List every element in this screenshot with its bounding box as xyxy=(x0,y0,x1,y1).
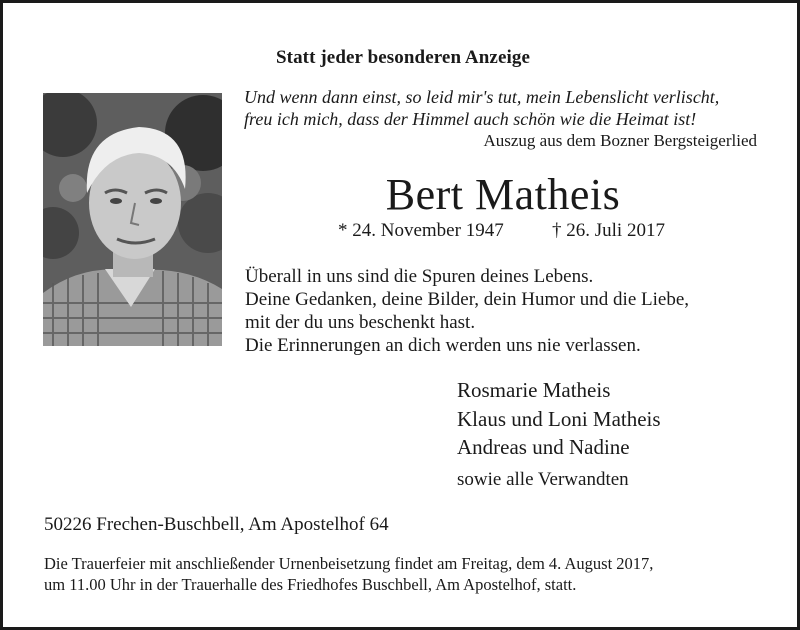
verse-line: Die Erinnerungen an dich werden uns nie verlassen. xyxy=(245,335,641,356)
family-address: 50226 Frechen-Buschbell, Am Apostelhof 64 xyxy=(44,514,389,535)
ceremony-line: um 11.00 Uhr in der Trauerhalle des Friedhofes Buschbell, Am Apostelhof, statt. xyxy=(44,575,577,594)
verse-line: mit der du uns beschenkt hast. xyxy=(245,312,476,333)
poem-source: Auszug aus dem Bozner Bergsteigerlied xyxy=(483,131,757,150)
relatives-line: sowie alle Verwandten xyxy=(457,469,629,490)
death-date: † 26. Juli 2017 xyxy=(552,220,665,241)
verse-line: Deine Gedanken, deine Bilder, dein Humor und die Liebe, xyxy=(245,289,690,310)
mourner-name: Klaus und Loni Matheis xyxy=(457,407,661,431)
mourner-name: Andreas und Nadine xyxy=(457,435,630,459)
ceremony-line: Die Trauerfeier mit anschließender Urnenbeisetzung findet am Freitag, dem 4. August 2017, xyxy=(44,554,654,573)
mourner-name: Rosmarie Matheis xyxy=(457,378,611,402)
birth-date: * 24. November 1947 xyxy=(338,220,504,241)
poem-line: Und wenn dann einst, so leid mir's tut, mein Lebenslicht verlischt, xyxy=(244,87,720,107)
deceased-name: Bert Matheis xyxy=(385,170,621,219)
verse-line: Überall in uns sind die Spuren deines Lebens. xyxy=(245,266,594,287)
notice-heading: Statt jeder besonderen Anzeige xyxy=(275,47,531,68)
poem-line: freu ich mich, dass der Himmel auch schön wie die Heimat ist! xyxy=(244,109,697,129)
